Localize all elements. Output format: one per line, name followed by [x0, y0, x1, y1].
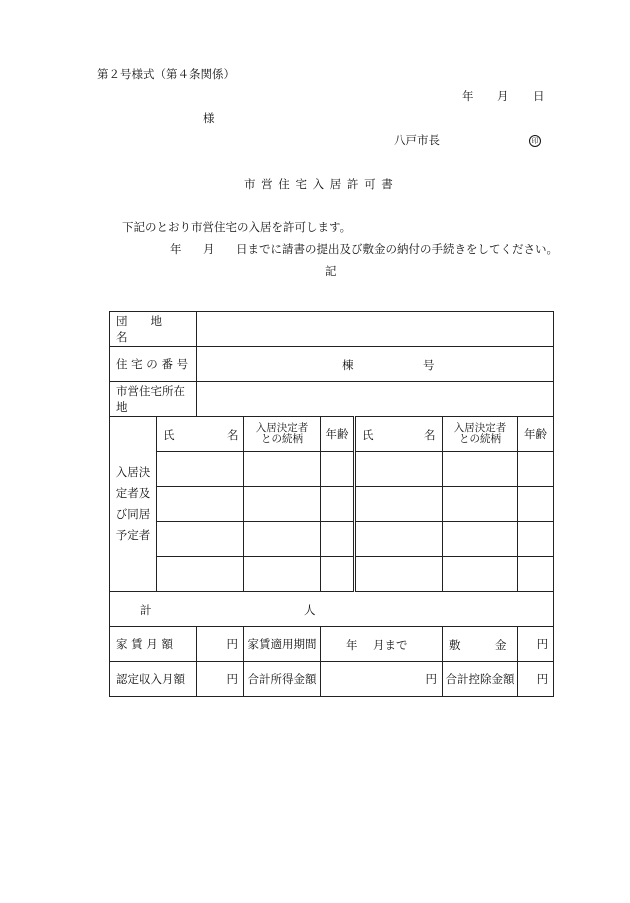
- occupant-row: [110, 452, 554, 487]
- income-yen: 円: [226, 672, 238, 686]
- occupant-age-field-2[interactable]: [518, 522, 554, 557]
- issuer-name: 八戸市長: [394, 133, 440, 147]
- occupant-age-field-2[interactable]: [518, 452, 554, 487]
- occupant-relation-field[interactable]: [244, 557, 321, 592]
- total-label: 計: [140, 603, 152, 617]
- occupant-row: [110, 557, 554, 592]
- deposit-label: [443, 627, 518, 662]
- occupant-age-field[interactable]: [321, 487, 355, 522]
- rent-yen: 円: [226, 637, 238, 651]
- income-total-label: 合計所得金額: [244, 662, 321, 697]
- income-total-field[interactable]: [321, 662, 443, 697]
- name-header: [157, 417, 244, 452]
- occupant-relation-field[interactable]: [244, 522, 321, 557]
- seal-icon: 印: [529, 135, 541, 147]
- deduction-yen: 円: [536, 672, 549, 686]
- occupant-label: [110, 417, 157, 592]
- deposit-yen: 円: [536, 637, 549, 651]
- occupant-name-field-2[interactable]: [355, 522, 443, 557]
- age-header: 年齢: [321, 417, 355, 452]
- occupant-relation-field-2[interactable]: [443, 557, 518, 592]
- date-day: 日: [533, 89, 545, 103]
- occupant-name-field-2[interactable]: [355, 487, 443, 522]
- address-label: 市営住宅所在地: [110, 382, 197, 417]
- period-until: 月まで: [373, 638, 408, 652]
- occupant-age-field-2[interactable]: [518, 487, 554, 522]
- rent-period-label: 家賃適用期間: [244, 627, 321, 662]
- name-header-left: 氏: [163, 428, 175, 442]
- deduction-value-field[interactable]: [518, 662, 554, 697]
- occupant-relation-field[interactable]: [244, 487, 321, 522]
- date-month: 月: [497, 89, 509, 103]
- occupant-relation-field[interactable]: [244, 452, 321, 487]
- tou-label: 棟: [342, 358, 354, 372]
- occupant-label-line: び同居: [115, 507, 151, 521]
- rent-period-field[interactable]: [321, 627, 443, 662]
- name-header-right: 名: [227, 428, 239, 442]
- row-occupant-header: [110, 417, 554, 452]
- occupant-name-field[interactable]: [157, 522, 244, 557]
- occupant-name-field-2[interactable]: [355, 452, 443, 487]
- deposit-value-field[interactable]: [518, 627, 554, 662]
- permit-table: [109, 311, 554, 697]
- occupant-age-field[interactable]: [321, 522, 355, 557]
- occupant-name-field[interactable]: [157, 557, 244, 592]
- gou-label: 号: [423, 358, 435, 372]
- row-rent: [110, 627, 554, 662]
- occupant-age-field-2[interactable]: [518, 557, 554, 592]
- permission-text: 下記のとおり市営住宅の入居を許可します。: [122, 220, 352, 234]
- income-label: 認定収入月額: [110, 662, 197, 697]
- total-persons-field[interactable]: [110, 592, 554, 627]
- relation-header-line1: 入居決定者: [255, 422, 309, 434]
- name-header-2-left: 氏: [362, 428, 374, 442]
- address-field[interactable]: [197, 382, 554, 417]
- occupant-age-field[interactable]: [321, 452, 355, 487]
- date-year: 年: [462, 89, 474, 103]
- relation-header-2-line1: 入居決定者: [453, 422, 507, 434]
- name-header-2: [355, 417, 443, 452]
- rent-label: 家 賃 月 額: [110, 627, 197, 662]
- danchi-value-field[interactable]: [197, 312, 554, 347]
- occupant-relation-field-2[interactable]: [443, 487, 518, 522]
- occupant-name-field-2[interactable]: [355, 557, 443, 592]
- relation-header-line2: との続柄: [261, 433, 303, 445]
- deposit-right: 金: [495, 638, 507, 652]
- occupant-label-line: 定者及: [115, 486, 151, 500]
- danchi-label: 団 地 名: [110, 312, 197, 347]
- age-header-2: 年齢: [518, 417, 554, 452]
- occupant-label-line: 入居決: [115, 465, 151, 479]
- row-house-number: [110, 347, 554, 382]
- occupant-relation-field-2[interactable]: [443, 452, 518, 487]
- occupant-row: [110, 487, 554, 522]
- form-number: 第２号様式（第４条関係）: [97, 67, 235, 81]
- occupant-relation-field-2[interactable]: [443, 522, 518, 557]
- occupant-row: [110, 522, 554, 557]
- row-income: [110, 662, 554, 697]
- deadline-year: 年: [170, 242, 182, 256]
- relation-header-2-line2: との続柄: [459, 433, 501, 445]
- name-header-2-right: 名: [424, 428, 436, 442]
- document-title: 市 営 住 宅 入 居 許 可 書: [244, 177, 394, 191]
- deadline-text: 日までに請書の提出及び敷金の納付の手続きをしてください。: [236, 242, 558, 256]
- row-total: [110, 592, 554, 627]
- occupant-label-line: 予定者: [115, 528, 151, 542]
- occupant-name-field[interactable]: [157, 452, 244, 487]
- deduction-label: 合計控除金額: [443, 662, 518, 697]
- row-address: [110, 382, 554, 417]
- row-danchi: [110, 312, 554, 347]
- deadline-month: 月: [203, 242, 215, 256]
- occupant-age-field[interactable]: [321, 557, 355, 592]
- period-year: 年: [346, 638, 358, 652]
- income-value-field[interactable]: [197, 662, 244, 697]
- deposit-left: 敷: [449, 638, 461, 652]
- relation-header: [244, 417, 321, 452]
- rent-value-field[interactable]: [197, 627, 244, 662]
- house-number-label: 住 宅 の 番 号: [110, 347, 197, 382]
- seal-mark: [529, 132, 541, 147]
- income-total-yen: 円: [425, 672, 437, 686]
- occupant-name-field[interactable]: [157, 487, 244, 522]
- ki-heading: 記: [325, 264, 337, 278]
- persons-label: 人: [304, 603, 316, 617]
- addressee-honorific: 様: [203, 111, 215, 125]
- house-number-field[interactable]: [197, 347, 554, 382]
- relation-header-2: [443, 417, 518, 452]
